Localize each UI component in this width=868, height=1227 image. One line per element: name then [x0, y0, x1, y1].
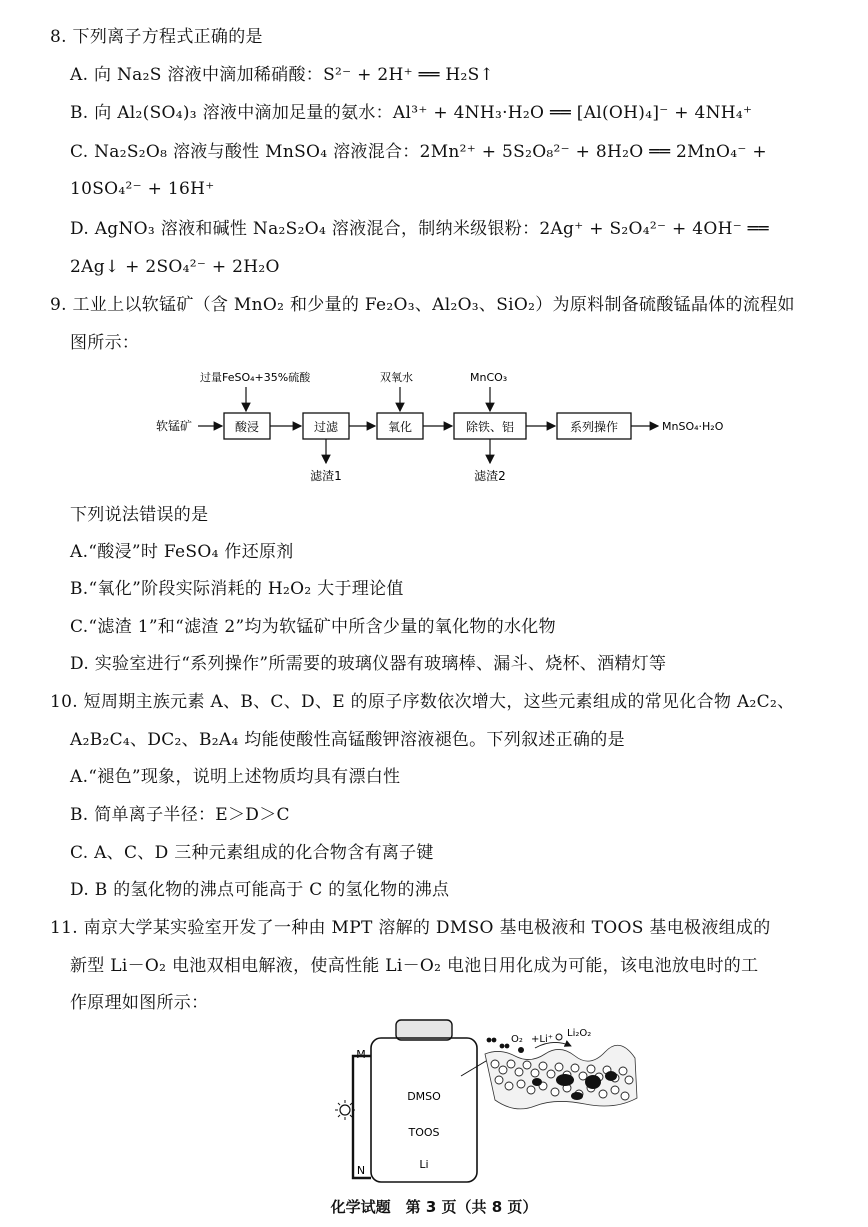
flow-step-oxidize: 氧化 [387, 420, 413, 434]
electrode-n-label: N [356, 1164, 366, 1177]
bulb-icon [340, 1105, 350, 1115]
battery-layer-dmso: DMSO [407, 1090, 441, 1103]
li2o2-label: Li₂O₂ [567, 1028, 592, 1039]
q8-stem: 8. 下列离子方程式正确的是 [50, 27, 263, 47]
flow-residue-2: 滤渣2 [474, 469, 506, 483]
flow-reagent-2: 双氧水 [380, 371, 413, 384]
q11-stem-line2: 新型 Li－O₂ 电池双相电解液，使高性能 Li－O₂ 电池日用化成为可能，该电池放电时的工 [70, 956, 759, 976]
flow-step-filter: 过滤 [313, 420, 339, 434]
q9-option-a: A.“酸浸”时 FeSO₄ 作还原剂 [70, 542, 294, 562]
flow-step-remove-fe-al: 除铁、铝 [465, 420, 515, 434]
q10-option-a: A.“褪色”现象，说明上述物质均具有漂白性 [70, 767, 401, 787]
q8-option-c-line2: 10SO₄²⁻ + 16H⁺ [70, 179, 215, 199]
q9-option-d: D. 实验室进行“系列操作”所需要的玻璃仪器有玻璃棒、漏斗、烧杯、酒精灯等 [70, 654, 667, 674]
q10-option-b: B. 简单离子半径：E＞D＞C [70, 805, 290, 825]
o2-label: O₂ [511, 1034, 523, 1045]
battery-layer-li: Li [419, 1158, 429, 1171]
q8-option-d-line2: 2Ag↓ + 2SO₄²⁻ + 2H₂O [70, 257, 280, 277]
flow-step-acid-leach: 酸浸 [234, 420, 260, 434]
battery-layer-toos: TOOS [408, 1126, 440, 1139]
q8-option-a: A. 向 Na₂S 溶液中滴加稀硝酸：S²⁻ + 2H⁺ ══ H₂S↑ [70, 65, 495, 85]
q9-stem-line1: 9. 工业上以软锰矿（含 MnO₂ 和少量的 Fe₂O₃、Al₂O₃、SiO₂）为原料制备硫酸锰晶体的流程如 [50, 295, 795, 315]
q8-option-b: B. 向 Al₂(SO₄)₃ 溶液中滴加足量的氨水：Al³⁺ + 4NH₃·H₂O ══ [Al(OH)₄]⁻ + 4NH₄⁺ [70, 103, 753, 123]
q9-ask: 下列说法错误的是 [70, 505, 209, 525]
li-ion-label: +Li⁺ [531, 1034, 554, 1045]
flow-residue-1: 滤渣1 [310, 469, 342, 483]
q11-stem-line1: 11. 南京大学某实验室开发了一种由 MPT 溶解的 DMSO 基电极液和 TOOS 基电极液组成的 [50, 918, 771, 938]
q10-stem-line2: A₂B₂C₄、DC₂、B₂A₄ 均能使酸性高锰酸钾溶液褪色。下列叙述正确的是 [70, 730, 625, 750]
q9-option-b: B.“氧化”阶段实际消耗的 H₂O₂ 大于理论值 [70, 579, 404, 599]
q11-battery-figure [325, 1018, 645, 1188]
q8-option-c-line1: C. Na₂S₂O₈ 溶液与酸性 MnSO₄ 溶液混合：2Mn²⁺ + 5S₂O₈²⁻ + 8H₂O ══ 2MnO₄⁻ + [70, 142, 767, 162]
flow-input: 软锰矿 [156, 419, 193, 433]
flow-reagent-1: 过量FeSO₄+35%硫酸 [200, 371, 311, 384]
flow-product: MnSO₄·H₂O [662, 420, 724, 433]
q10-stem-line1: 10. 短周期主族元素 A、B、C、D、E 的原子序数依次增大，这些元素组成的常见化合物 A₂C₂、 [50, 692, 795, 712]
page-footer: 化学试题 第 3 页（共 8 页） [330, 1198, 538, 1216]
electrode-m-label: M [356, 1048, 366, 1061]
q10-option-c: C. A、C、D 三种元素组成的化合物含有离子键 [70, 843, 434, 863]
q9-option-c: C.“滤渣 1”和“滤渣 2”均为软锰矿中所含少量的氧化物的水化物 [70, 617, 556, 637]
q10-option-d: D. B 的氢化物的沸点可能高于 C 的氢化物的沸点 [70, 880, 450, 900]
q9-flowchart [150, 365, 770, 490]
flow-reagent-3: MnCO₃ [470, 371, 508, 384]
flow-step-series: 系列操作 [569, 420, 619, 434]
q8-option-d-line1: D. AgNO₃ 溶液和碱性 Na₂S₂O₄ 溶液混合，制纳米级银粉：2Ag⁺ + S₂O₄²⁻ + 4OH⁻ ══ [70, 219, 769, 239]
q11-stem-line3: 作原理如图所示： [70, 993, 209, 1013]
q9-stem-line2: 图所示： [70, 333, 140, 353]
